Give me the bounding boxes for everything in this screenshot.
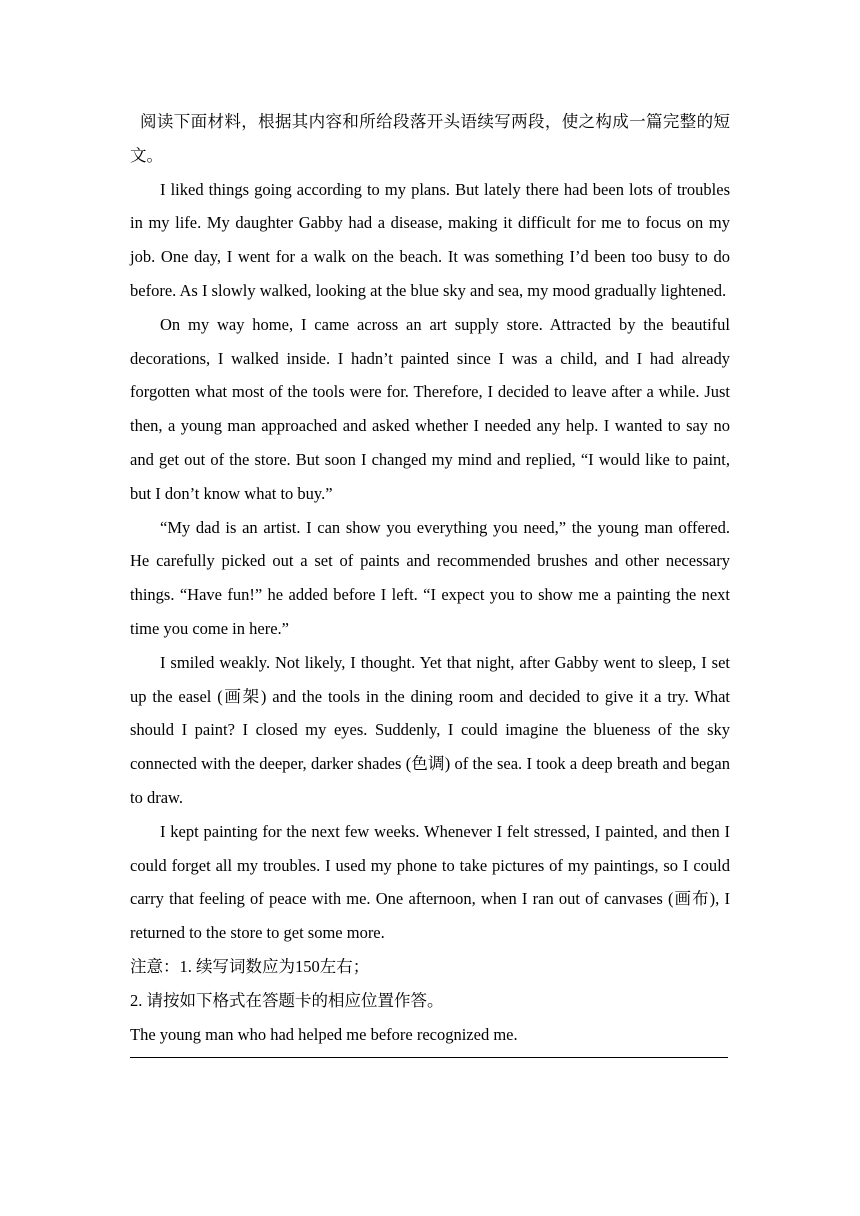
story-paragraph-3: “My dad is an artist. I can show you everything you need,” the young man offered. He carefully picked out a set of paints and recommended brushes and other necessary things. “Have fun!” he added before I left. “I expect you to show me a painting the next time you come in here.” — [130, 517, 730, 638]
story-paragraph-1: I liked things going according to my plans. But lately there had been lots of troubles in my life. My daughter Gabby had a disease, making it difficult for me to focus on my job. One day, I went for a walk on the beach. It was something I’d been too busy to do before. As I slowly walked, looking at the blue sky and sea, my mood gradually lightened. — [130, 179, 730, 300]
story-paragraph-4: I smiled weakly. Not likely, I thought. Yet that night, after Gabby went to sleep, I set up the easel (画架) and the tools in the dining room and decided to give it a try. What should I paint? I closed my eyes. Suddenly, I could imagine the blueness of the sky connected with the deeper, darker shades (色调) of the sea. I took a deep breath and began to draw. — [130, 652, 730, 807]
note-word-count: 注意：1. 续写词数应为150左右； — [130, 956, 370, 976]
story-paragraph-5: I kept painting for the next few weeks. Whenever I felt stressed, I painted, and then I could forget all my troubles. I used my phone to take pictures of my paintings, so I could carry that feeling of peace with me. One afternoon, when I ran out of canvases (画布), I returned to the store to get some more. — [130, 821, 730, 943]
answer-line — [130, 1057, 728, 1058]
story-paragraph-2: On my way home, I came across an art supply store. Attracted by the beautiful decorations, I walked inside. I hadn’t painted since I was a child, and I had already forgotten what most of the tools were for. Therefore, I decided to leave after a while. Just then, a young man approached and asked whether I needed any help. I wanted to say no and get out of the store. But soon I changed my mind and replied, “I would like to paint, but I don’t know what to buy.” — [130, 314, 730, 503]
continuation-opening-sentence: The young man who had helped me before recognized me. — [130, 1024, 518, 1044]
note-answer-format: 2. 请按如下格式在答题卡的相应位置作答。 — [130, 990, 444, 1010]
document-page — [130, 105, 730, 1058]
task-instruction: 阅读下面材料，根据其内容和所给段落开头语续写两段，使之构成一篇完整的短文。 — [130, 112, 730, 165]
